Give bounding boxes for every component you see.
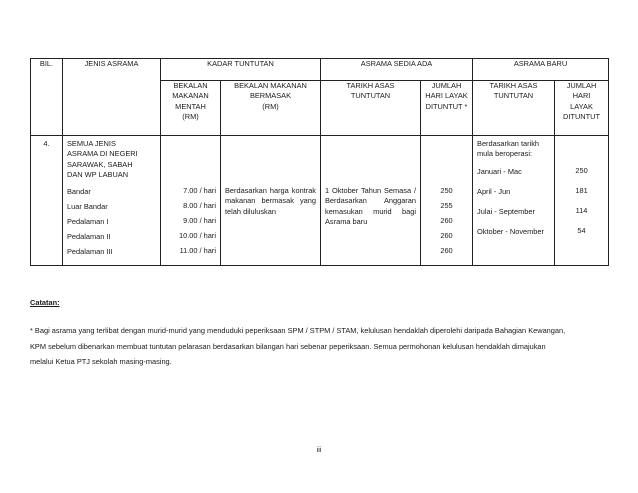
row-bekalan-mentah [161,136,221,266]
header-jumlah-hari-baru: JUMLAH HARI LAYAK DITUNTUT [555,81,609,136]
header-jumlah-hari-sedia: JUMLAH HARI LAYAK DITUNTUT * [421,81,473,136]
notes-title: Catatan: [30,298,60,307]
baru-tarikh: Oktober - November [477,226,544,236]
mentah-rate: 8.00 / hari [183,201,216,210]
mentah-rate: 11.00 / hari [179,246,216,255]
header-bil: BIL. [31,59,63,136]
jenis-item: Pedalaman I [67,216,109,226]
baru-tarikh: Januari - Mac [477,166,522,176]
row-jenis-asrama: SEMUA JENIS ASRAMA DI NEGERI SARAWAK, SABAH DAN WP LABUAN Bandar Luar Bandar Pedalaman I Pedalaman II Pedalaman III [63,136,161,266]
baru-tarikh: April - Jun [477,186,511,196]
baru-hari: 114 [575,206,588,215]
row-hari-baru [555,136,609,266]
row-bil: 4. [31,136,63,266]
header-kadar-tuntutan: KADAR TUNTUTAN [161,59,321,81]
hari-sedia-value: 255 [440,201,453,210]
bermasak-text: Berdasarkan harga kontrak makanan bermasak yang telah diluluskan [225,186,316,216]
jenis-item: Bandar [67,186,91,196]
baru-hari: 250 [575,166,588,175]
mentah-rate: 7.00 / hari [183,186,216,195]
hari-sedia-value: 260 [440,216,453,225]
header-tarikh-asas-baru: TARIKH ASAS TUNTUTAN [473,81,555,136]
table-row [31,136,609,266]
row-tarikh-sedia [321,136,421,266]
note-line-3: melalui Ketua PTJ sekolah masing-masing. [30,357,172,366]
header-asrama-baru: ASRAMA BARU [473,59,609,81]
jenis-item: Pedalaman II [67,231,111,241]
header-bekalan-bermasak: BEKALAN MAKANAN BERMASAK (RM) [221,81,321,136]
baru-hari: 181 [575,186,588,195]
tarikh-sedia-text: 1 Oktober Tahun Semasa / Berdasarkan Anggaran kemasukan murid bagi Asrama baru [325,186,416,227]
page-number: iii [316,447,322,454]
claim-rate-table [30,58,609,266]
mentah-rate: 9.00 / hari [183,216,216,225]
header-jenis-asrama: JENIS ASRAMA [63,59,161,136]
baru-hari: 54 [577,226,586,235]
note-line-2: KPM sebelum dibenarkan membuat tuntutan pelarasan berdasarkan bilangan hari sebenar peperiksaan. Semua permohonan kelulusan hendaklah dimajukan [30,342,546,351]
header-bekalan-mentah: BEKALAN MAKANAN MENTAH (RM) [161,81,221,136]
hari-sedia-value: 250 [440,186,453,195]
header-asrama-sedia-ada: ASRAMA SEDIA ADA [321,59,473,81]
row-bekalan-bermasak [221,136,321,266]
baru-tarikh: Julai - September [477,206,535,216]
hari-sedia-value: 260 [440,246,453,255]
hari-sedia-value: 260 [440,231,453,240]
row-tarikh-baru: Berdasarkan tarikh mula beroperasi: Januari - Mac April - Jun Julai - September Oktober - November [473,136,555,266]
jenis-item: Luar Bandar [67,201,108,211]
note-line-1: * Bagi asrama yang terlibat dengan murid-murid yang menduduki peperiksaan SPM / STPM / STAM, kelulusan hendaklah diperolehi daripada Bahagian Kewangan, [30,326,566,335]
mentah-rate: 10.00 / hari [179,231,216,240]
row-hari-sedia [421,136,473,266]
header-tarikh-asas-sedia: TARIKH ASAS TUNTUTAN [321,81,421,136]
jenis-item: Pedalaman III [67,246,113,256]
